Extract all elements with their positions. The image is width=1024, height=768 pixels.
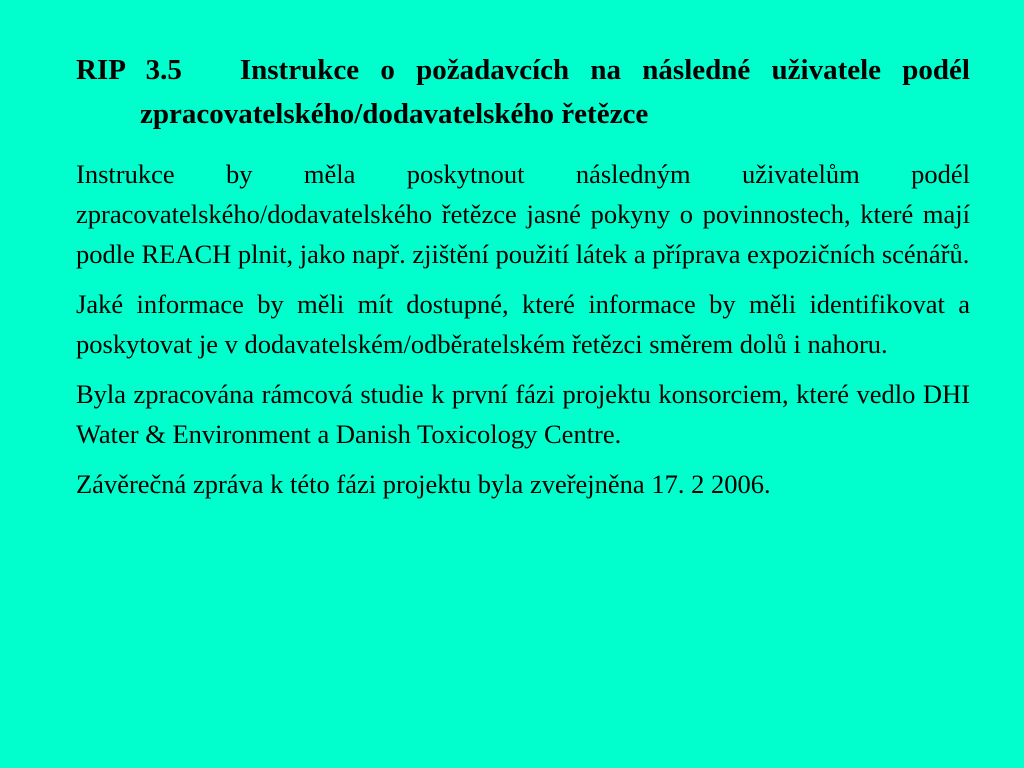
slide-body [76,154,970,504]
paragraph-study: Byla zpracována rámcová studie k první fázi projektu konsorciem, které vedlo DHI Water & Environment a Danish Toxicology Centre. [76,379,970,449]
slide-title-text: RIP 3.5 Instrukce o požadavcích na následné uživatele podél zpracovatelského/dodavatelského řetězce [76,54,970,130]
paragraph-final-report: Závěrečná zpráva k této fázi projektu byla zveřejněna 17. 2 2006. [76,469,771,499]
slide-title [76,48,970,136]
paragraph-instructions: Instrukce by měla poskytnout následným uživatelům podél zpracovatelského/dodavatelského řetězce jasné pokyny o povinnostech, které mají podle REACH plnit, jako např. zjištění použití látek a příprava expozičních scénářů. [76,159,970,269]
slide [76,48,970,514]
paragraph-information: Jaké informace by měli mít dostupné, které informace by měli identifikovat a poskytovat je v dodavatelském/odběratelském řetězci směrem dolů i nahoru. [76,289,970,359]
